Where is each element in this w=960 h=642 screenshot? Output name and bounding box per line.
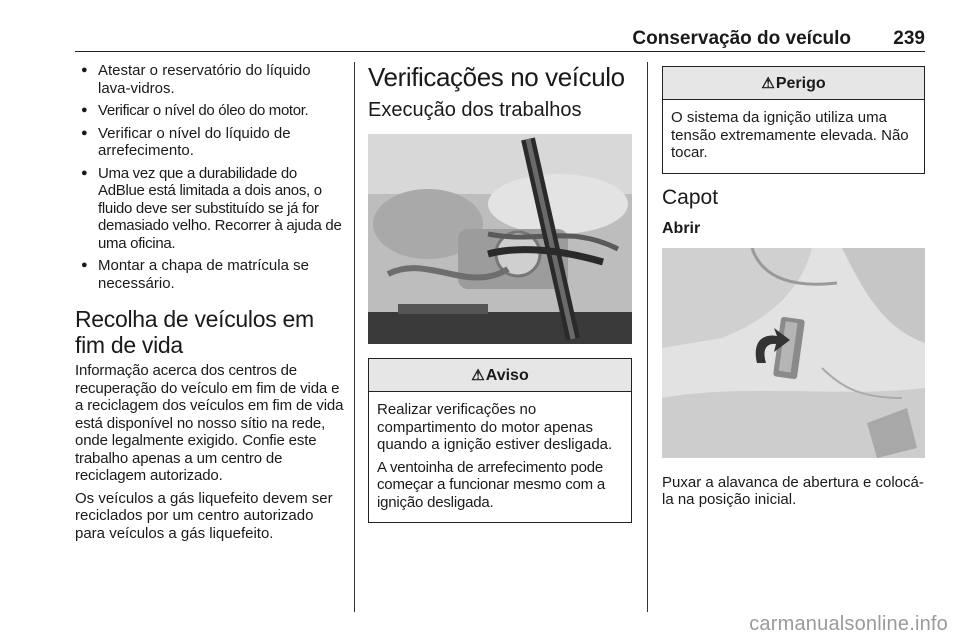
- hood-release-lever-photo: [662, 248, 925, 458]
- bullet-list: [75, 62, 345, 292]
- warning-triangle-icon: ⚠: [471, 367, 485, 384]
- engine-compartment-photo: [368, 134, 632, 344]
- sub-heading: Execução dos trabalhos: [368, 99, 582, 121]
- warning-box-body: [369, 392, 631, 522]
- body-paragraph: O sistema da ignição utiliza uma tensão extremamente elevada. Não tocar.: [671, 109, 909, 161]
- column-left: [75, 62, 345, 547]
- body-paragraph: Os veículos a gás liquefeito devem ser reciclados por um centro autorizado para veículos a gás liquefeito.: [75, 489, 333, 542]
- column-divider-left: [354, 62, 355, 612]
- danger-box-body: [663, 100, 924, 173]
- body-paragraph: Puxar a alavanca de abertura e colocá-la na posição inicial.: [662, 473, 924, 508]
- watermark: carmanualsonline.info: [749, 613, 948, 635]
- page-header: [75, 28, 925, 52]
- warning-box: [368, 358, 632, 523]
- column-right: [662, 62, 925, 514]
- list-item: ● Atestar o reservatório do líquido lava-vidros.: [75, 62, 345, 97]
- list-item: ● Uma vez que a durabilidade do AdBlue está limitada a dois anos, o fluido deve ser substituído se já for demasiado velho. Recorrer à ajuda de uma oficina.: [75, 165, 345, 253]
- list-item: ● Verificar o nível do líquido de arrefecimento.: [75, 125, 345, 160]
- warning-triangle-icon: ⚠: [761, 75, 775, 92]
- warning-box-title: ⚠Aviso: [369, 359, 631, 392]
- column-middle: [368, 62, 632, 523]
- section-heading: Recolha de veículos em fim de vida: [75, 306, 314, 358]
- danger-box: [662, 66, 925, 174]
- body-paragraph: Informação acerca dos centros de recuperação do veículo em fim de vida e a reciclagem dos veículos em fim de vida está disponível no nosso sítio na rede, onde legalmente exigido. Confie este trabalho apenas a um centro de reciclagem autorizado.: [75, 362, 344, 484]
- section-heading: Capot: [662, 185, 719, 209]
- main-heading: Verificações no veículo: [368, 62, 625, 92]
- page-number: 239: [893, 28, 925, 49]
- body-paragraph: Realizar verificações no compartimento do motor apenas quando a ignição estiver desligada.: [377, 401, 613, 453]
- body-paragraph: A ventoinha de arrefecimento pode começar a funcionar mesmo com a ignição desligada.: [377, 458, 606, 511]
- sub-heading: Abrir: [662, 219, 701, 237]
- column-divider-right: [647, 62, 648, 612]
- danger-box-title: ⚠Perigo: [663, 67, 924, 100]
- list-item: ● Verificar o nível do óleo do motor.: [75, 102, 345, 120]
- header-title: Conservação do veículo: [632, 28, 851, 49]
- list-item: ● Montar a chapa de matrícula se necessário.: [75, 257, 345, 292]
